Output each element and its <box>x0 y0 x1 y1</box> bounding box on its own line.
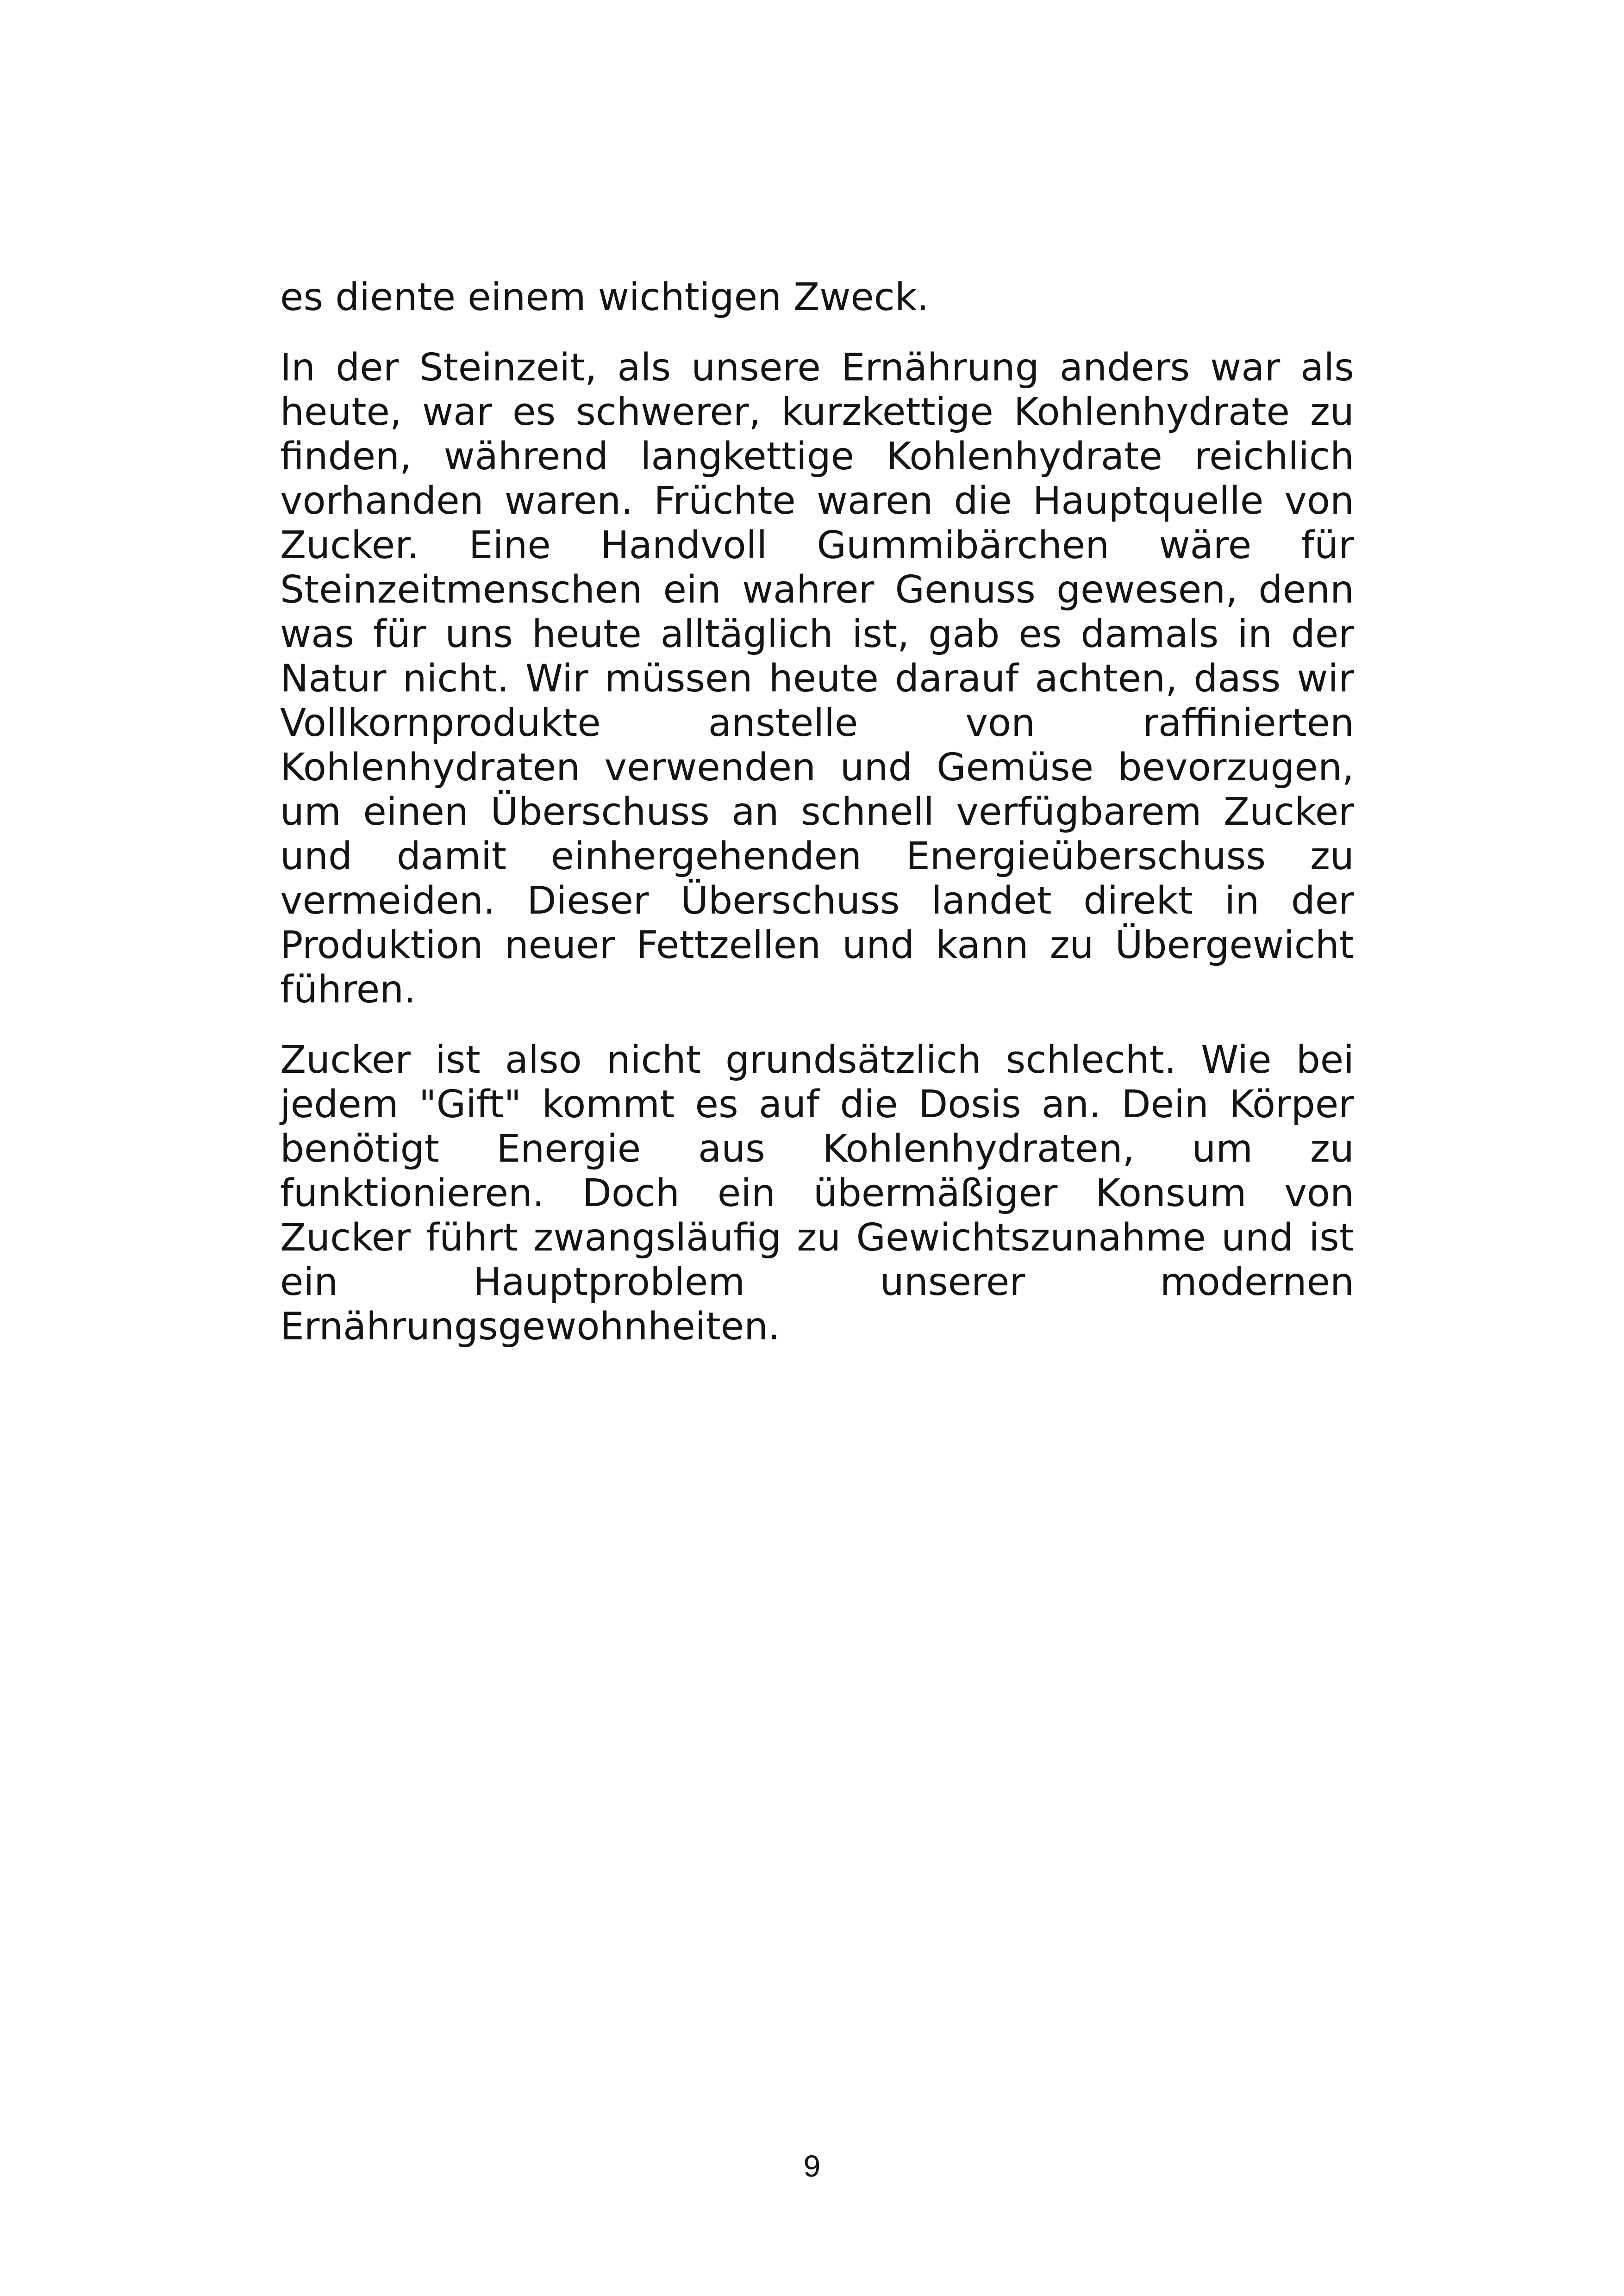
page-number: 9 <box>803 2149 821 2183</box>
paragraph-continuation: es diente einem wichtigen Zweck. <box>280 275 929 319</box>
paragraph-stone-age: In der Steinzeit, als unsere Ernährung anders war als heute, war es schwerer, kurzkettige Kohlenhydrate zu finden, während langkettige Kohlenhydrate reichlich vorhanden waren. Früchte waren die Hauptquelle von Zucker. Eine Handvoll Gummibärchen wäre für Steinzeitmenschen ein wahrer Genuss gewesen, denn was für uns heute alltäglich ist, gab es damals in der Natur nicht. Wir müssen heute darauf achten, dass wir Vollkornprodukte anstelle von raffinierten Kohlenhydraten verwenden und Gemüse bevorzugen, um einen Überschuss an schnell verfügbarem Zucker und damit einhergehenden Energieüberschuss zu vermeiden. Dieser Überschuss landet direkt in der Produktion neuer Fettzellen und kann zu Übergewicht führen. <box>280 346 1354 1012</box>
paragraph-sugar-dose: Zucker ist also nicht grundsätzlich schlecht. Wie bei jedem "Gift" kommt es auf die Dosis an. Dein Körper benötigt Energie aus Kohlenhydraten, um zu funktionieren. Doch ein übermäßiger Konsum von Zucker führt zwangsläufig zu Gewichtszunahme und ist ein Hauptproblem unserer modernen Ernährungsgewohnheiten. <box>280 1038 1354 1349</box>
body-text <box>280 275 1354 1349</box>
